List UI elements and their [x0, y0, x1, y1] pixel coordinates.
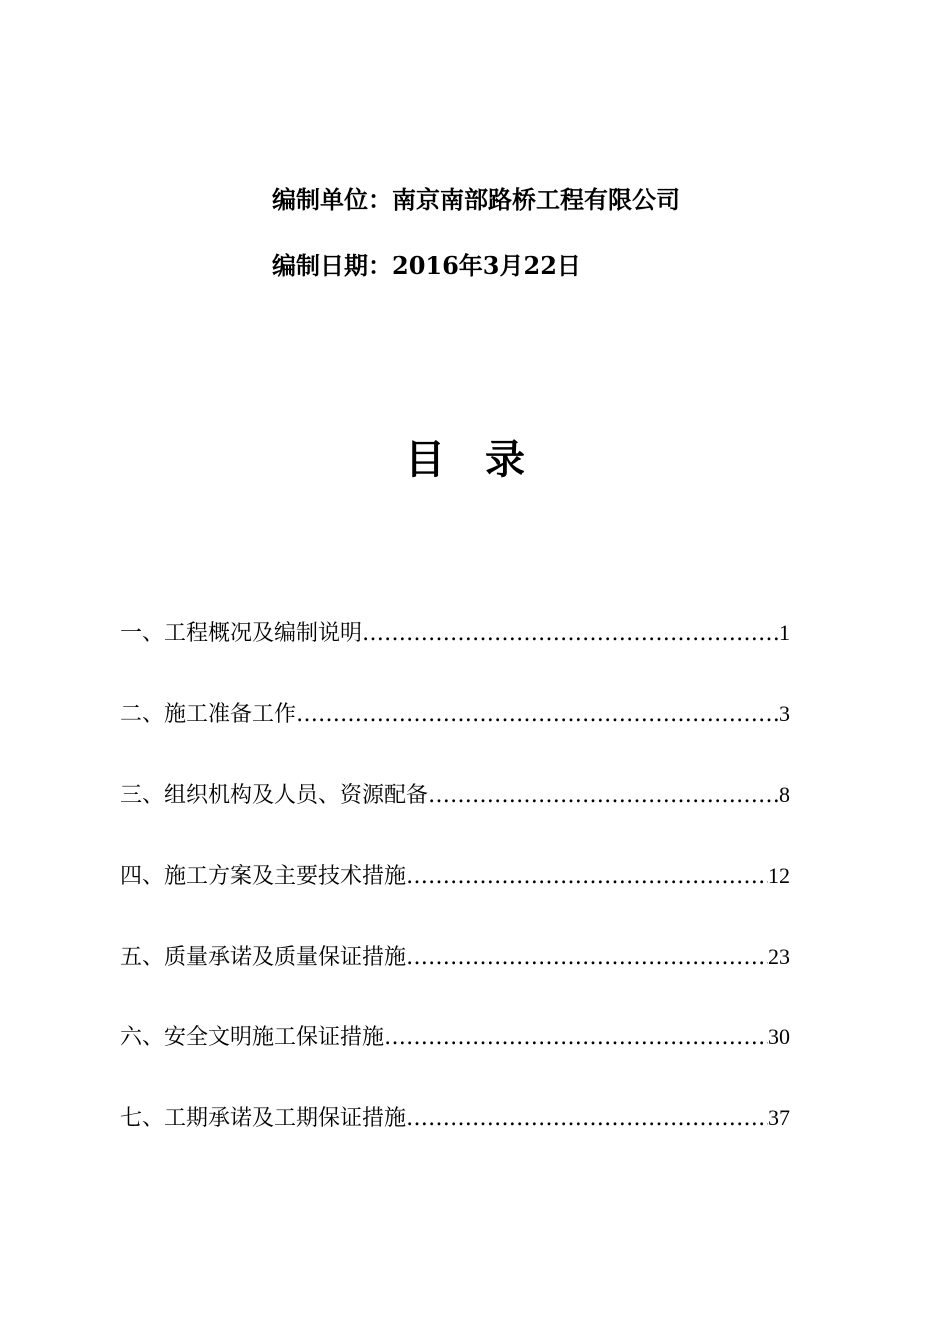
- toc-entry: [120, 703, 790, 726]
- toc-leader-dots: [406, 1108, 768, 1130]
- toc-entry-page: 8: [779, 782, 790, 807]
- toc-entry-label: 二、施工准备工作: [120, 702, 297, 727]
- compiling-date: 编制日期：2016年3月22日: [272, 251, 581, 280]
- toc-entry-label: 一、工程概况及编制说明: [120, 621, 363, 646]
- compiling-unit: 编制单位：南京南部路桥工程有限公司: [272, 185, 680, 214]
- toc-entry-page: 23: [768, 944, 790, 969]
- toc-entry: [120, 1107, 790, 1130]
- toc-entry-label: 五、质量承诺及质量保证措施: [120, 945, 407, 970]
- toc-entry: [120, 865, 790, 888]
- toc-leader-dots: [428, 785, 779, 807]
- toc-entry: [120, 784, 790, 807]
- toc-entry: [120, 1026, 790, 1049]
- toc-entry-page: 30: [768, 1024, 790, 1049]
- toc-entry-page: 1: [779, 620, 790, 645]
- toc-title: 目录: [405, 436, 565, 483]
- toc-entry-label: 三、组织机构及人员、资源配备: [120, 783, 429, 808]
- toc-entry-label: 四、施工方案及主要技术措施: [120, 864, 407, 889]
- toc-leader-dots: [406, 947, 768, 969]
- toc-leader-dots: [296, 704, 779, 726]
- toc-entry-label: 六、安全文明施工保证措施: [120, 1025, 385, 1050]
- toc-leader-dots: [362, 623, 779, 645]
- toc-entry-page: 12: [768, 863, 790, 888]
- toc-leader-dots: [384, 1027, 768, 1049]
- toc-entry: [120, 946, 790, 969]
- toc-entry-label: 七、工期承诺及工期保证措施: [120, 1106, 407, 1131]
- toc-entry: [120, 622, 790, 645]
- toc-entry-page: 37: [768, 1105, 790, 1130]
- toc-leader-dots: [406, 866, 768, 888]
- toc-entry-page: 3: [779, 701, 790, 726]
